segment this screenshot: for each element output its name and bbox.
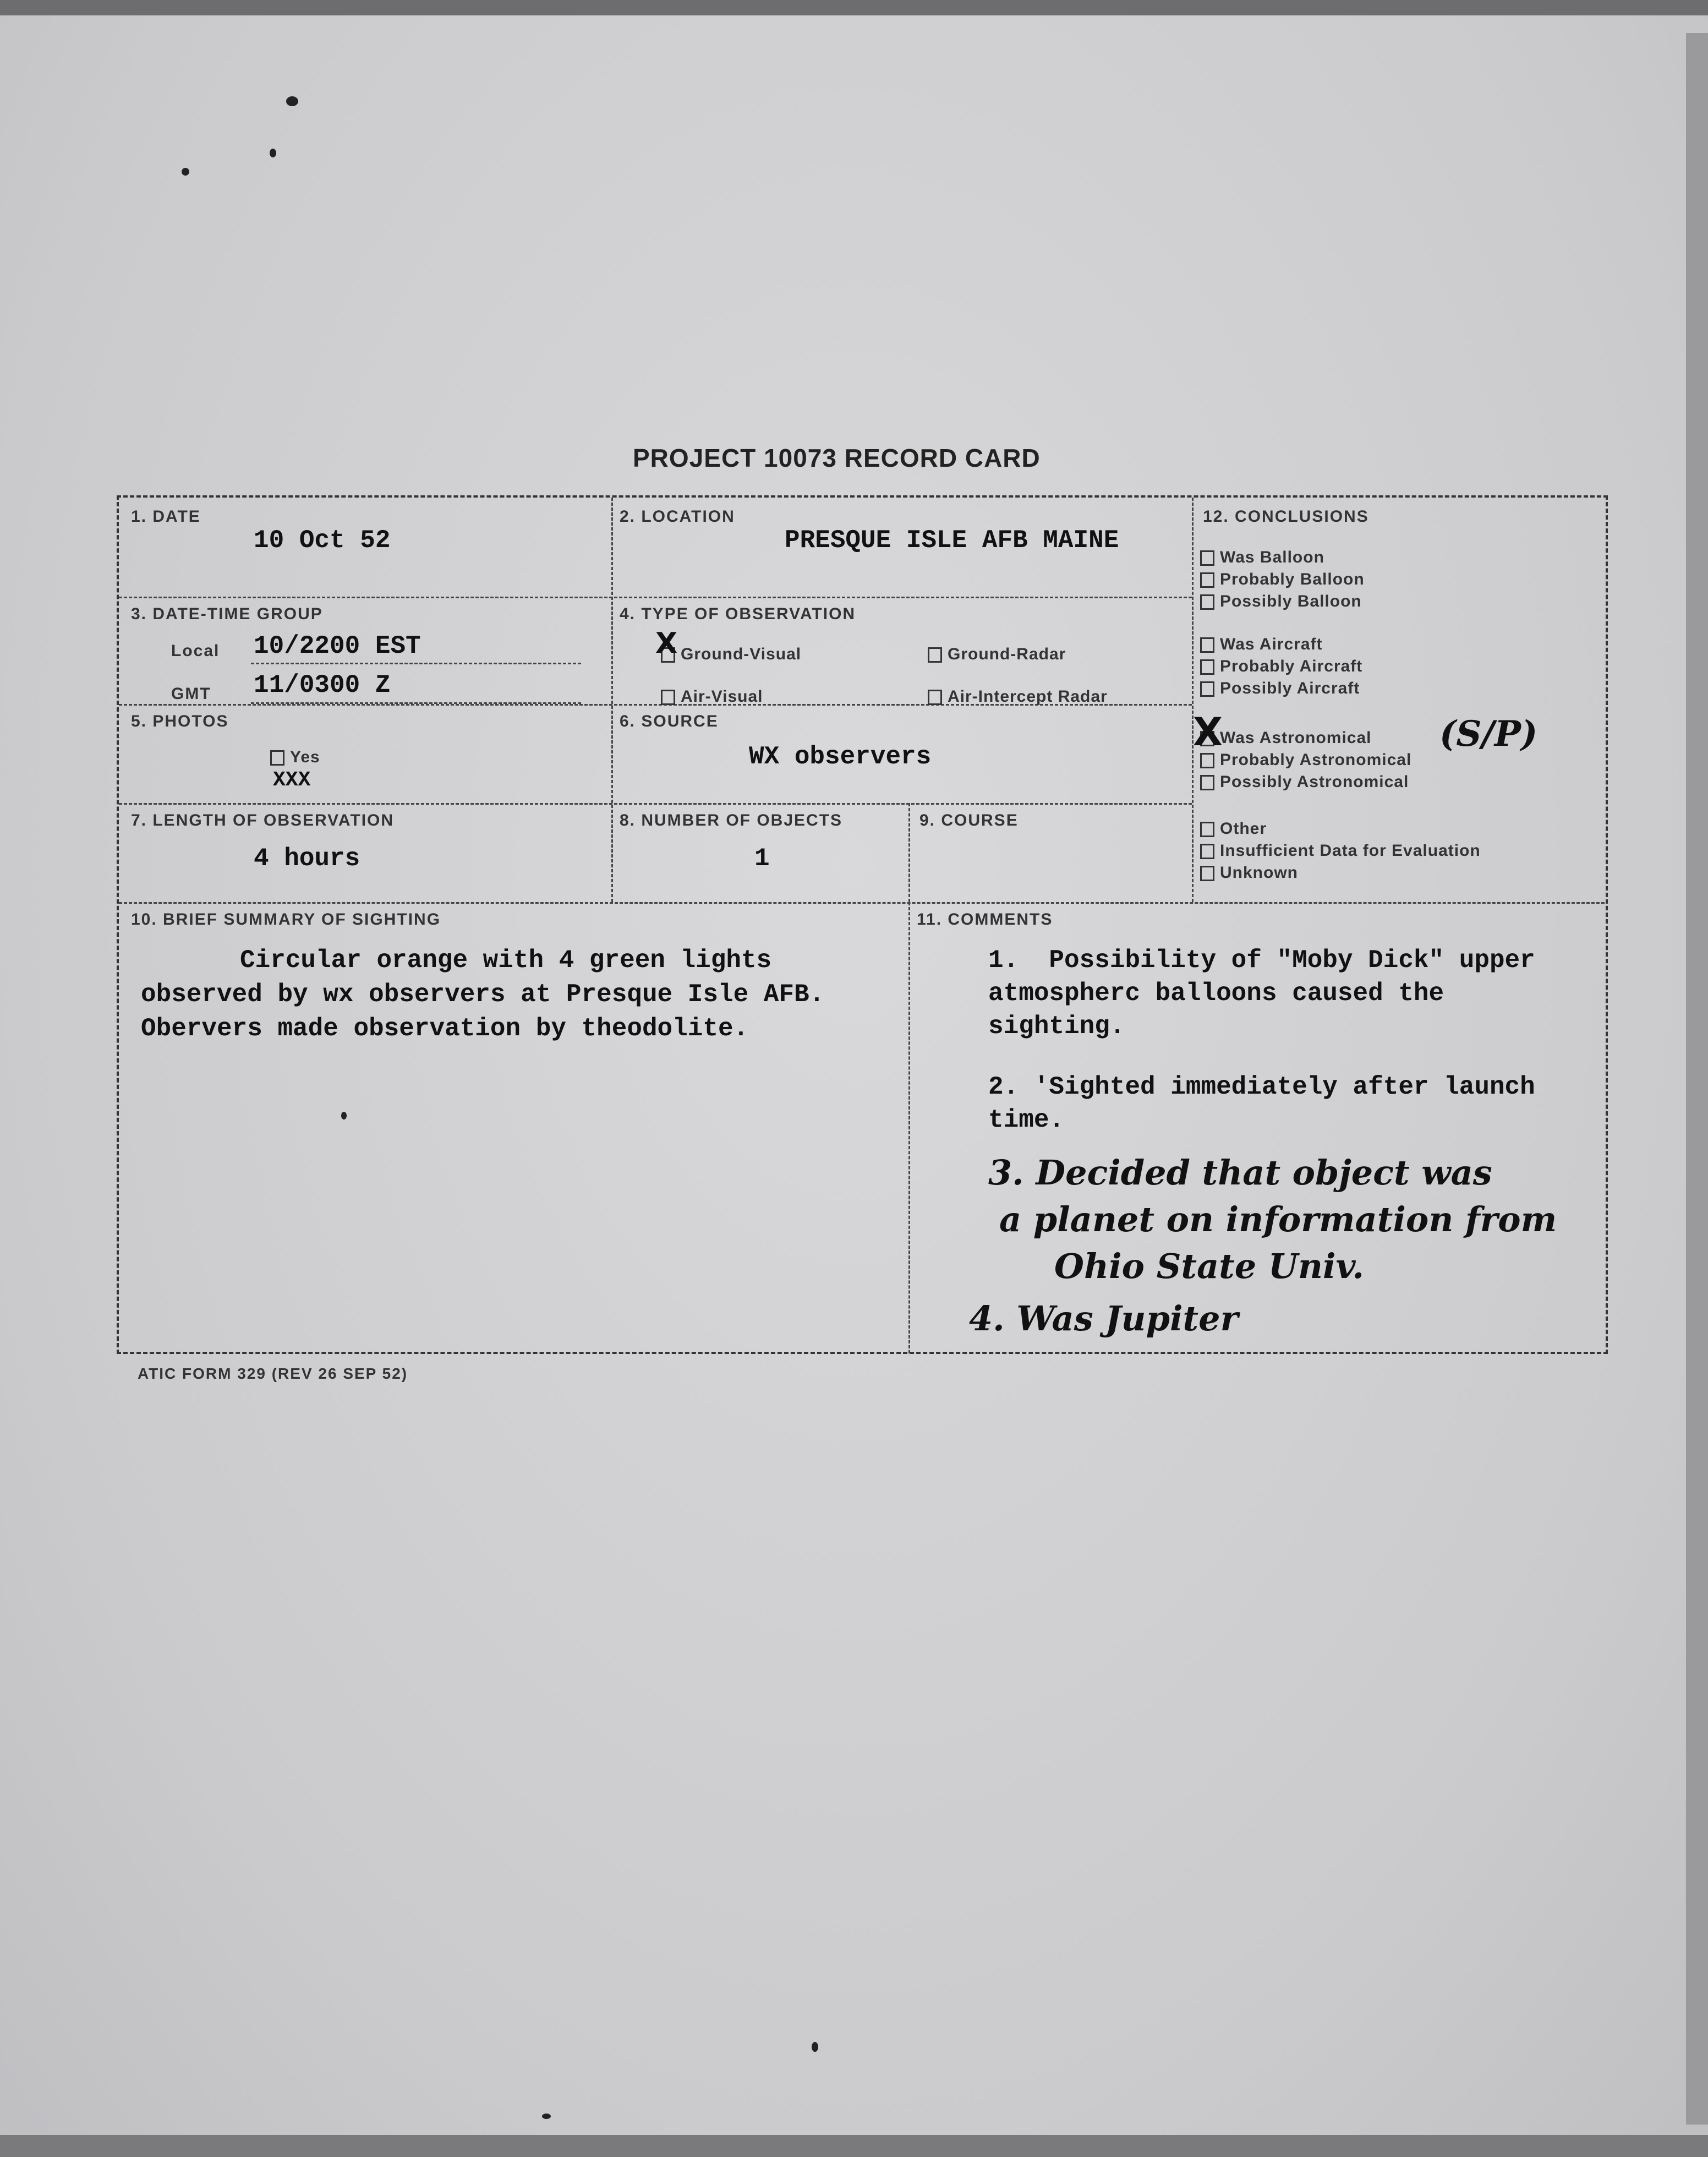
summary-line: observed by wx observers at Presque Isle AFB. [141,980,825,1009]
gmt-time-value: 11/0300 Z [254,671,391,700]
date-label: 1. DATE [131,507,201,526]
course-label: 9. COURSE [919,811,1019,829]
comment-line: 1. Possibility of "Moby Dick" upper [988,946,1535,975]
checkbox [661,690,675,705]
col-divider [908,902,910,1353]
dust-speck [182,168,189,176]
photos-yes[interactable]: Yes [270,748,320,767]
conclusion-possibly-aircraft[interactable]: Possibly Aircraft [1200,679,1360,698]
checkbox [1200,550,1214,566]
checkbox [270,750,284,766]
date-value: 10 Oct 52 [254,526,391,555]
length-of-observation-label: 7. LENGTH OF OBSERVATION [131,811,395,829]
conclusion-insufficient-data[interactable]: Insufficient Data for Evaluation [1200,842,1481,860]
checkbox [1200,659,1214,675]
conclusion-possibly-astronomical[interactable]: Possibly Astronomical [1200,773,1409,791]
row-divider [119,597,1192,598]
conclusion-was-balloon[interactable]: Was Balloon [1200,548,1324,567]
checkbox [1200,866,1214,881]
checkbox [928,647,942,663]
number-of-objects-label: 8. NUMBER OF OBJECTS [620,811,843,829]
dust-speck [812,2042,818,2052]
source-label: 6. SOURCE [620,712,719,730]
summary-line: Obervers made observation by theodolite. [141,1014,749,1043]
date-time-group-label: 3. DATE-TIME GROUP [131,605,323,623]
brief-summary-label: 10. BRIEF SUMMARY OF SIGHTING [131,910,441,929]
conclusion-probably-astronomical[interactable]: Probably Astronomical [1200,751,1411,769]
conclusions-label: 12. CONCLUSIONS [1203,507,1369,526]
comment-line: sighting. [988,1012,1125,1041]
location-label: 2. LOCATION [620,507,735,526]
comment-line: time. [988,1106,1065,1134]
local-underline [251,663,581,664]
scan-edge-bottom [0,2135,1708,2157]
local-label: Local [171,642,220,660]
comment-line: 2. 'Sighted immediately after launch [988,1073,1535,1101]
conclusion-annotation: (S/P) [1439,713,1538,755]
conclusion-unknown[interactable]: Unknown [1200,864,1298,882]
summary-line: Circular orange with 4 green lights [240,946,772,975]
comments-label: 11. COMMENTS [917,910,1053,929]
astronomical-check-mark: X [1193,709,1223,755]
checkbox [1200,572,1214,588]
option-ground-visual[interactable]: Ground-Visual [661,645,801,664]
option-air-visual[interactable]: Air-Visual [661,687,763,706]
dust-speck [270,149,276,157]
dust-speck [542,2114,551,2119]
local-time-value: 10/2200 EST [254,632,421,660]
gmt-label: GMT [171,685,211,703]
handwritten-comment: 3. Decided that object was [988,1153,1492,1193]
source-value: WX observers [749,742,932,771]
length-of-observation-value: 4 hours [254,844,360,873]
form-number: ATIC FORM 329 (REV 26 SEP 52) [138,1365,408,1382]
card-title: PROJECT 10073 RECORD CARD [633,444,1041,472]
col-divider [908,803,910,902]
option-air-intercept-radar[interactable]: Air-Intercept Radar [928,687,1108,706]
conclusion-was-astronomical[interactable]: Was Astronomical [1200,729,1372,747]
conclusion-probably-aircraft[interactable]: Probably Aircraft [1200,657,1362,676]
row-divider [119,902,1605,904]
photos-label: 5. PHOTOS [131,712,229,730]
checkbox [1200,637,1214,653]
checkbox [1200,844,1214,859]
checkbox [1200,775,1214,790]
conclusion-probably-balloon[interactable]: Probably Balloon [1200,570,1365,589]
photos-mark: XXX [273,768,311,792]
checkbox [1200,753,1214,768]
handwritten-comment: Ohio State Univ. [1054,1246,1364,1286]
option-ground-radar[interactable]: Ground-Radar [928,645,1066,664]
record-card [117,495,1608,1354]
handwritten-comment: a planet on information from [999,1199,1557,1239]
location-value: PRESQUE ISLE AFB MAINE [785,526,1119,555]
scan-edge-right [1686,33,1708,2125]
gmt-underline [251,702,581,704]
ground-visual-check-mark: X [655,627,678,660]
checkbox [928,690,942,705]
comment-line: atmospherc balloons caused the [988,979,1444,1008]
scan-edge-top [0,0,1708,15]
handwritten-comment: 4. Was Jupiter [969,1298,1239,1339]
checkbox [1200,681,1214,697]
col-divider [1192,498,1194,902]
conclusion-other[interactable]: Other [1200,820,1267,838]
number-of-objects-value: 1 [754,844,770,873]
row-divider [119,803,1192,805]
col-divider [611,498,613,902]
type-of-observation-label: 4. TYPE OF OBSERVATION [620,605,856,623]
checkbox [1200,822,1214,837]
conclusion-possibly-balloon[interactable]: Possibly Balloon [1200,592,1362,611]
conclusion-was-aircraft[interactable]: Was Aircraft [1200,635,1323,654]
checkbox [1200,594,1214,610]
dust-speck [286,96,298,106]
